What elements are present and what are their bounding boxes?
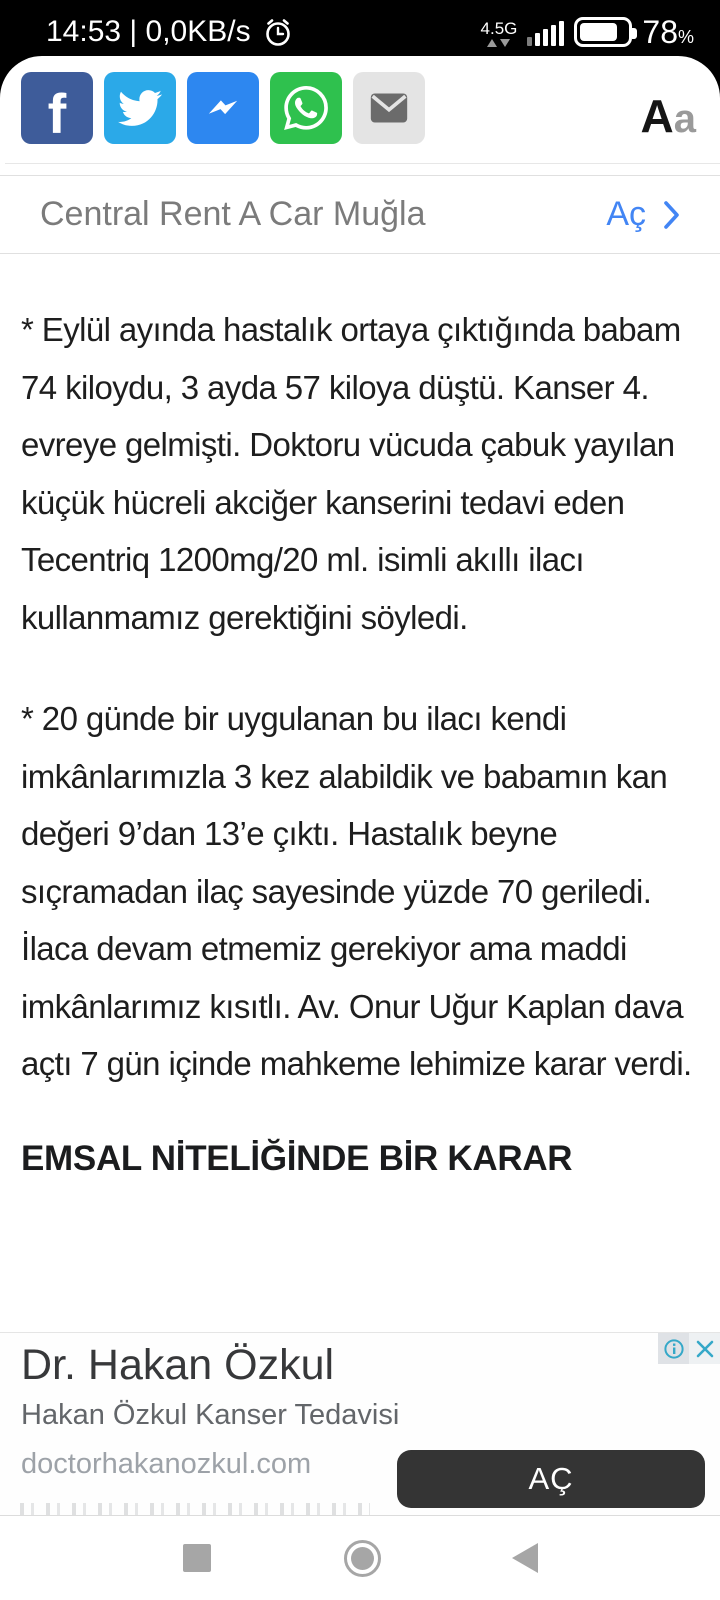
status-left (46, 15, 295, 49)
clipped-text-line (20, 1503, 370, 1515)
share-facebook-button[interactable] (21, 72, 93, 144)
close-icon (694, 1338, 716, 1360)
email-icon (367, 88, 411, 128)
share-email-button[interactable] (353, 72, 425, 144)
font-size-button[interactable] (626, 80, 696, 164)
alarm-icon (261, 15, 295, 49)
back-button[interactable] (512, 1543, 538, 1573)
android-nav-bar (0, 1515, 720, 1600)
ad-title: Dr. Hakan Özkul (21, 1341, 335, 1389)
share-toolbar (0, 72, 720, 144)
signal-strength-icon (527, 21, 564, 46)
ad-open-button[interactable]: AÇ (397, 1450, 705, 1508)
network-type-label: 4.5G (480, 18, 518, 38)
messenger-icon (200, 85, 246, 131)
ad-info-button[interactable] (658, 1333, 689, 1364)
status-time-and-data: 14:53 | 0,0KB/s (46, 15, 251, 48)
share-messenger-button[interactable] (187, 72, 259, 144)
promo-open-button[interactable]: Aç (606, 195, 680, 234)
battery-percent: 78% (642, 13, 694, 50)
network-arrows-icon (487, 39, 510, 47)
home-button[interactable] (344, 1540, 381, 1577)
facebook-icon: f (47, 82, 67, 145)
ad-subtitle: Hakan Özkul Kanser Tedavisi (21, 1399, 400, 1431)
ad-banner[interactable] (0, 1332, 720, 1515)
recents-button[interactable] (183, 1544, 211, 1572)
divider (5, 163, 720, 164)
browser-content-sheet (0, 56, 720, 1600)
status-bar (0, 0, 720, 58)
article-body (21, 301, 692, 1181)
font-size-big-a: A (640, 90, 674, 142)
status-right (480, 13, 694, 50)
whatsapp-icon (284, 86, 328, 130)
share-twitter-button[interactable] (104, 72, 176, 144)
twitter-icon (118, 86, 162, 130)
ad-close-button[interactable] (689, 1333, 720, 1364)
chevron-right-icon (664, 200, 680, 230)
article-subheading: EMSAL NİTELİĞİNDE BİR KARAR (21, 1138, 573, 1178)
article-paragraph-1: * Eylül ayında hastalık ortaya çıktığında babam 74 kiloydu, 3 ayda 57 kiloya düştü. Kanser 4. evreye gelmişti. Doktoru vücuda çabuk yayılan küçük hücreli akciğer kanserini tedavi eden Tecentriq 1200mg/20 ml. isimli akıllı ilacı kullanmamız gerektiğini söyledi. (21, 311, 681, 636)
ad-domain: doctorhakanozkul.com (21, 1448, 312, 1480)
adchoices-controls (658, 1333, 720, 1364)
font-size-small-a: a (673, 97, 696, 141)
ad-info-icon (663, 1338, 685, 1360)
article-paragraph-2: * 20 günde bir uygulanan bu ilacı kendi imkânlarımızla 3 kez alabildik ve babamın kan değeri 9’dan 13’e çıktı. Hastalık beyne sıçramadan ilaç sayesinde yüzde 70 geriledi. İlaca devam etmemiz gerekiyor ama maddi imkânlarımız kısıtlı. Av. Onur Uğur Kaplan dava açtı 7 gün içinde mahkeme lehimize karar verdi. (21, 700, 692, 1082)
share-whatsapp-button[interactable] (270, 72, 342, 144)
home-icon (351, 1547, 374, 1570)
network-indicator (481, 20, 518, 47)
promo-banner[interactable] (0, 175, 720, 254)
promo-title: Central Rent A Car Muğla (40, 195, 426, 233)
battery-icon (574, 17, 632, 47)
